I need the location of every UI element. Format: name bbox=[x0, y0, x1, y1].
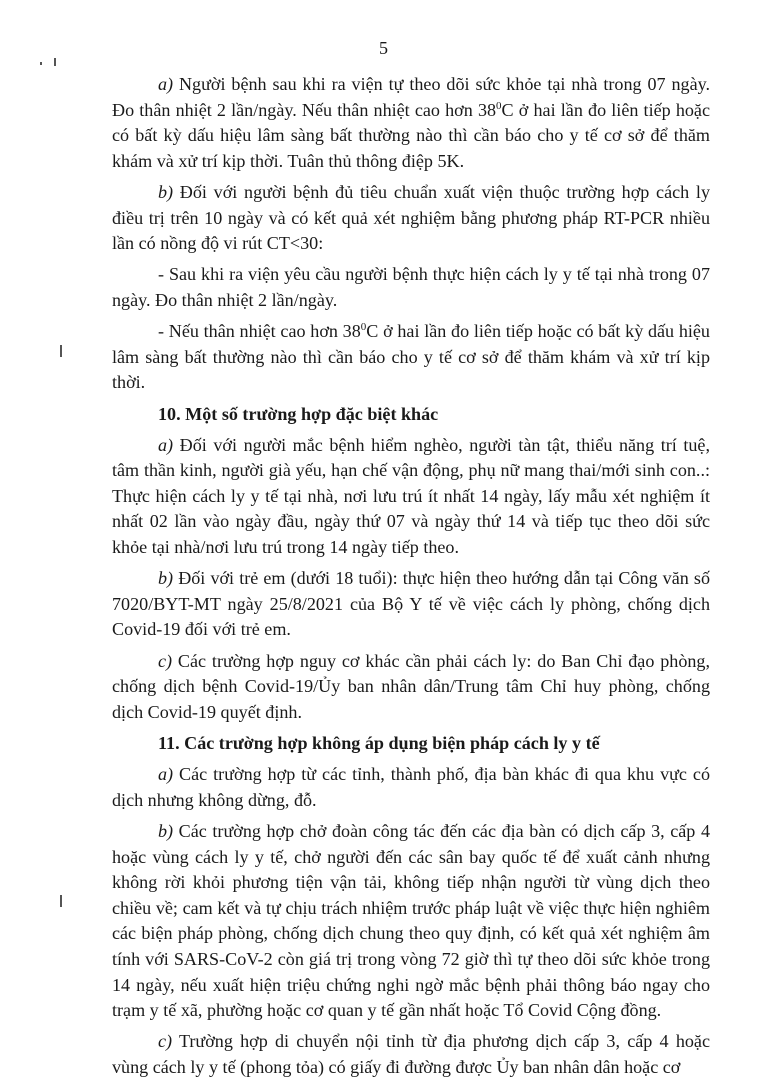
scan-mark bbox=[54, 58, 56, 66]
paragraph-10-a: a) Đối với người mắc bệnh hiểm nghèo, người tàn tật, thiểu năng trí tuệ, tâm thần kinh, người già yếu, hạn chế vận động, phụ nữ mang thai/mới sinh con..: Thực hiện cách ly y tế tại nhà, nơi lưu trú ít nhất 14 ngày, lấy mẫu xét nghiệm ít nhất 02 lần vào ngày đầu, ngày thứ 07 và ngày thứ 14 và tiếp tục theo dõi sức khỏe tại nhà/nơi lưu trú trong 14 ngày tiếp theo. bbox=[112, 434, 710, 558]
section-heading-11: 11. Các trường hợp không áp dụng biện pháp cách ly y tế bbox=[158, 733, 600, 753]
paragraph-10-c: c) Các trường hợp nguy cơ khác cần phải cách ly: do Ban Chỉ đạo phòng, chống dịch bệnh Covid-19/Ủy ban nhân dân/Trung tâm Chỉ huy phòng, chống dịch Covid-19 quyết định. bbox=[112, 650, 710, 722]
scan-mark bbox=[40, 62, 42, 65]
paragraph-10-b: b) Đối với trẻ em (dưới 18 tuổi): thực hiện theo hướng dẫn tại Công văn số 7020/BYT-MT ngày 25/8/2021 của Bộ Y tế về việc cách ly phòng, chống dịch Covid-19 đối với trẻ em. bbox=[112, 568, 710, 640]
paragraph-10-intro-a: a) Người bệnh sau khi ra viện tự theo dõi sức khỏe tại nhà trong 07 ngày. Đo thân nhiệt 2 lần/ngày. Nếu thân nhiệt cao hơn $38^0C$ ở hai lần đo liên tiếp hoặc có bất kỳ dấu hiệu lâm sàng bất thường nào thì cần báo cho y tế cơ sở để thăm khám và xử trí kịp thời. Tuân thủ thông điệp 5K. bbox=[112, 74, 710, 171]
section-heading-10: 10. Một số trường hợp đặc biệt khác bbox=[158, 403, 439, 424]
paragraph-11-b: b) Các trường hợp chở đoàn công tác đến các địa bàn có dịch cấp 3, cấp 4 hoặc vùng cách ly y tế, chở người đến các sân bay quốc tế để xuất cảnh nhưng không rời khỏi phương tiện vận tải, không tiếp nhận người từ vùng dịch theo chiều về; cam kết và tự chịu trách nhiệm trước pháp luật về việc thực hiện nghiêm các biện pháp phòng, chống dịch chung theo quy định, có kết quả xét nghiệm âm tính với SARS-CoV-2 còn giá trị trong vòng 72 giờ thì tự theo dõi sức khỏe trong 14 ngày, nếu xuất hiện triệu chứng nghi ngờ mắc bệnh phải thông báo ngay cho trạm y tế xã, phường hoặc cơ quan y tế gần nhất hoặc Tổ Covid Cộng đồng. bbox=[112, 820, 710, 1021]
scan-mark bbox=[60, 895, 62, 907]
paragraph-11-a: a) Các trường hợp từ các tỉnh, thành phố, địa bàn khác đi qua khu vực có dịch nhưng không dừng, đỗ. bbox=[112, 764, 710, 810]
bullet-item: - Nếu thân nhiệt cao hơn $38^0C$ ở hai lần đo liên tiếp hoặc có bất kỳ dấu hiệu lâm sàng bất thường nào thì cần báo cho y tế cơ sở để thăm khám và xử trí kịp thời. bbox=[112, 321, 710, 393]
page-number: 5 bbox=[379, 38, 388, 58]
paragraph-intro-b: b) Đối với người bệnh đủ tiêu chuẩn xuất viện thuộc trường hợp cách ly điều trị trên 10 ngày và có kết quả xét nghiệm bằng phương pháp RT-PCR nhiều lần có nồng độ vi rút CT<30: bbox=[112, 181, 710, 254]
paragraph-11-c: c) Trường hợp di chuyển nội tỉnh từ địa phương dịch cấp 3, cấp 4 hoặc vùng cách ly y tế (phong tỏa) có giấy đi đường được Ủy ban nhân dân hoặc cơ bbox=[112, 1031, 710, 1077]
document-body bbox=[112, 72, 710, 1086]
bullet-item: - Sau khi ra viện yêu cầu người bệnh thực hiện cách ly y tế tại nhà trong 07 ngày. Đo thân nhiệt 2 lần/ngày. bbox=[112, 264, 710, 310]
scan-mark bbox=[60, 345, 62, 357]
